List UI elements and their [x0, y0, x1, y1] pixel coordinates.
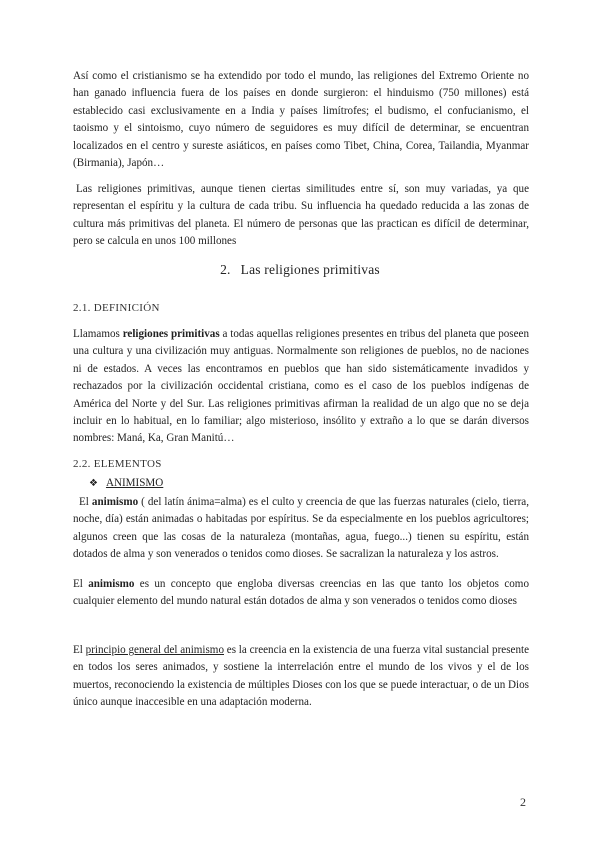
principio-paragraph	[73, 642, 529, 712]
section-title-text: Las religiones primitivas	[240, 262, 380, 277]
definition-paragraph	[73, 326, 529, 448]
animismo-paragraph-1	[73, 494, 529, 564]
animismo-2-term: animismo	[88, 578, 135, 590]
definition-text-post: a todas aquellas religiones presentes en tribus del planeta que poseen una cultura y una civilización muy antiguas. Normalmente son religiones de pueblos, no de naciones ni de estados. A veces las encontramos en pueblos que han sido sistemáticamente invadidos y rechazados por la civilización occidental cristiana, como es el caso de los pueblos indígenas de América del Norte y del Sur. Las religiones primitivas afirman la realidad de un algo que no se deja incluir en lo habitual, en lo familiar; algo misterioso, insólito y extraño a lo que se darán diversos nombres: Maná, Ka, Gran Manitú…	[73, 328, 530, 445]
definition-term: religiones primitivas	[122, 328, 220, 340]
diamond-bullet-icon: ❖	[89, 478, 98, 489]
animismo-1-pre: El	[79, 496, 92, 508]
section-title	[0, 262, 600, 278]
animismo-2-post: es un concepto que engloba diversas creencias en las que tanto los objetos como cualquier elemento del mundo natural están dotados de alma y son venerados o tenidos como dioses	[73, 578, 529, 608]
animismo-bullet	[89, 477, 163, 489]
paragraph-primitive-religions-intro: Las religiones primitivas, aunque tienen ciertas similitudes entre sí, son muy variadas, ya que representan el espíritu y la cultura de cada tribu. Su influencia ha quedado reducida a las zonas de cultura más primitivas del planeta. El número de personas que las practican es difícil de determinar, pero se calcula en unos 100 millones	[73, 183, 529, 248]
principio-pre: El	[73, 644, 86, 656]
page-number: 2	[520, 795, 526, 809]
animismo-paragraph-2	[73, 576, 529, 611]
paragraph-eastern-religions: Así como el cristianismo se ha extendido por todo el mundo, las religiones del Extremo Oriente no han ganado influencia fuera de los países en donde surgieron: el hinduismo (750 millones) está establecido casi exclusivamente en a India y países limítrofes; el budismo, el confucianismo, el taoismo y el sintoismo, cuyo número de seguidores es muy difícil de determinar, se encuentran localizados en el centro y sureste asiáticos, en países como Tibet, China, Corea, Tailandia, Myanmar (Birmania), Japón…	[73, 70, 529, 170]
section-number: 2.	[220, 262, 231, 277]
principio-underlined: principio general del animismo	[85, 644, 224, 656]
definition-heading: 2.1. DEFINICIÓN	[73, 302, 160, 314]
animismo-bullet-label: ANIMISMO	[105, 477, 164, 489]
definition-text-pre: Llamamos	[73, 328, 123, 340]
animismo-1-term: animismo	[91, 496, 139, 508]
elements-heading: 2.2. ELEMENTOS	[73, 458, 162, 470]
animismo-2-pre: El	[73, 578, 89, 590]
principio-post: es la creencia en la existencia de una fuerza vital sustancial presente en todos los seres animados, y sostiene la interrelación entre el mundo de los vivos y el de los muertos, reconociendo la existencia de múltiples Dioses con los que se puede interactuar, o de un Dios único aunque inaccesible en una adaptación moderna.	[73, 644, 530, 709]
animismo-1-post: ( del latín ánima=alma) es el culto y creencia de que las fuerzas naturales (cielo, tierra, noche, día) están animadas o habitadas por espíritus. Se da especialmente en los pueblos agricultores; algunos creen que las cosas de la naturaleza (montañas, agua, fuego...) tienen su espíritu, están dotados de alma y son venerados o tenidos como dioses. Se sacralizan la naturaleza y los astros.	[73, 496, 529, 561]
